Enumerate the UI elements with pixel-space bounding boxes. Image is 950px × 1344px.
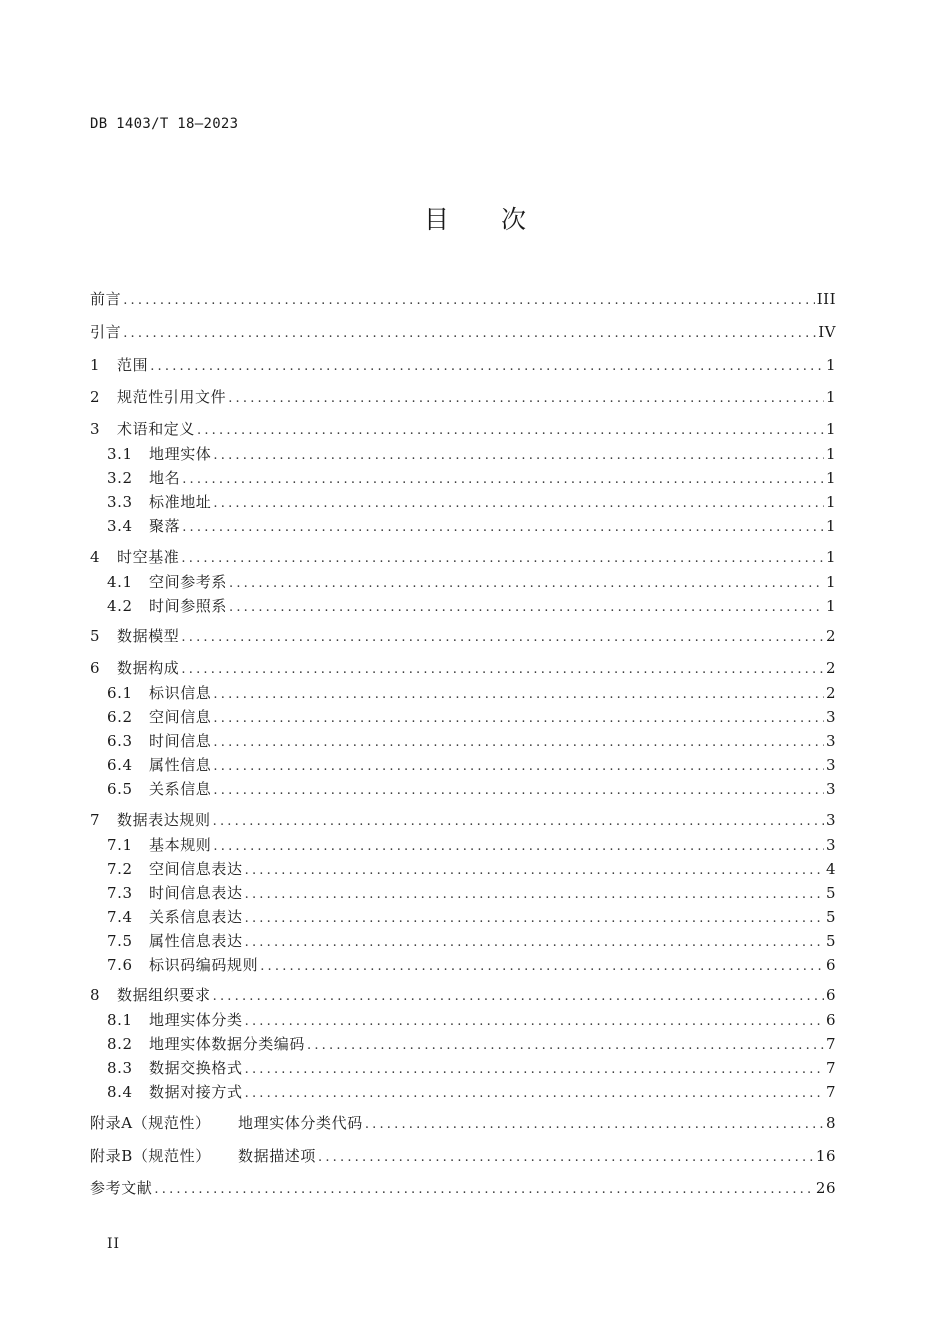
toc-leader-dots	[181, 551, 824, 566]
toc-entry-title: 范围	[117, 356, 149, 374]
toc-entry[interactable]	[107, 467, 836, 489]
page-number: II	[107, 1236, 121, 1252]
toc-entry[interactable]	[107, 954, 836, 976]
toc-entry-title: 基本规则	[149, 836, 212, 854]
toc-leader-dots	[365, 1117, 824, 1132]
toc-entry-page: 2	[825, 627, 836, 645]
toc-entry-page: 1	[825, 548, 836, 566]
toc-leader-dots	[123, 293, 815, 308]
toc-entry-title: 属性信息	[149, 756, 212, 774]
toc-entry-page: 3	[825, 708, 836, 726]
toc-leader-dots	[229, 600, 824, 615]
toc-entry-number: 7.4	[107, 908, 133, 926]
toc-entry-title: 数据模型	[117, 627, 180, 645]
toc-entry-number: 8.3	[107, 1059, 133, 1077]
toc-entry-number: 4.2	[107, 597, 133, 615]
toc-leader-dots	[181, 630, 824, 645]
toc-leader-dots	[182, 520, 824, 535]
toc-entry-number: 1	[90, 356, 101, 374]
toc-entry-number: 7.3	[107, 884, 133, 902]
toc-entry-number: 6.2	[107, 708, 133, 726]
toc-entry-title: 地理实体分类代码	[238, 1114, 363, 1132]
title-char-left: 目	[423, 205, 449, 234]
toc-entry-page: 4	[825, 860, 836, 878]
toc-leader-dots	[228, 391, 824, 406]
toc-entry-title: 时空基准	[117, 548, 180, 566]
toc-entry-number: 4.1	[107, 573, 133, 591]
toc-entry-page: 5	[825, 908, 836, 926]
toc-entry-title: 空间参考系	[149, 573, 228, 591]
toc-entry-number: 6.5	[107, 780, 133, 798]
toc-leader-dots	[213, 783, 824, 798]
toc-entry[interactable]	[107, 571, 836, 593]
toc-entry-title: 术语和定义	[117, 420, 196, 438]
toc-entry-title: 数据构成	[117, 659, 180, 677]
toc-entry[interactable]	[90, 625, 836, 647]
toc-entry-number: 7.6	[107, 956, 133, 974]
toc-entry-page: 16	[815, 1147, 836, 1165]
toc-entry-title: 参考文献	[90, 1179, 153, 1197]
toc-leader-dots	[245, 911, 824, 926]
toc-entry-number: 6.3	[107, 732, 133, 750]
toc-leader-dots	[213, 989, 824, 1004]
toc-entry-number: 附录B（规范性）	[90, 1147, 211, 1165]
toc-entry[interactable]	[107, 491, 836, 513]
toc-entry[interactable]	[90, 354, 836, 376]
toc-leader-dots	[245, 935, 824, 950]
toc-entry[interactable]	[90, 288, 836, 310]
toc-entry-page: 3	[825, 756, 836, 774]
toc-entry[interactable]	[107, 443, 836, 465]
toc-entry-page: 7	[825, 1083, 836, 1101]
toc-leader-dots	[154, 1182, 814, 1197]
toc-entry[interactable]	[107, 730, 836, 752]
toc-entry-number: 8.4	[107, 1083, 133, 1101]
toc-entry-title: 地名	[149, 469, 181, 487]
toc-entry-title: 地理实体数据分类编码	[149, 1035, 306, 1053]
toc-entry-number: 3	[90, 420, 101, 438]
toc-entry-title: 标识信息	[149, 684, 212, 702]
toc-entry-title: 数据对接方式	[149, 1083, 243, 1101]
toc-entry-page: 1	[825, 420, 836, 438]
toc-entry-title: 时间信息	[149, 732, 212, 750]
toc-entry-number: 2	[90, 388, 101, 406]
toc-entry-title: 规范性引用文件	[117, 388, 227, 406]
toc-leader-dots	[318, 1150, 814, 1165]
toc-leader-dots	[213, 814, 824, 829]
toc-leader-dots	[245, 887, 824, 902]
toc-entry-title: 数据组织要求	[117, 986, 211, 1004]
toc-leader-dots	[260, 959, 824, 974]
toc-leader-dots	[245, 1014, 824, 1029]
toc-entry[interactable]	[107, 706, 836, 728]
toc-entry-page: 7	[825, 1035, 836, 1053]
toc-entry[interactable]	[107, 778, 836, 800]
toc-entry-page: 6	[825, 986, 836, 1004]
toc-entry-title: 空间信息表达	[149, 860, 243, 878]
toc-leader-dots	[245, 863, 824, 878]
toc-entry-title: 地理实体	[149, 445, 212, 463]
toc-entry-title: 空间信息	[149, 708, 212, 726]
toc-leader-dots	[213, 496, 824, 511]
toc-leader-dots	[245, 1062, 824, 1077]
toc-entry[interactable]	[90, 1177, 836, 1199]
toc-entry-number: 8.2	[107, 1035, 133, 1053]
toc-entry-number: 7.2	[107, 860, 133, 878]
toc-entry-page: IV	[818, 323, 836, 341]
toc-entry-title: 数据描述项	[238, 1147, 317, 1165]
toc-entry[interactable]	[107, 930, 836, 952]
toc-entry-page: 1	[825, 445, 836, 463]
document-code: DB 1403/T 18—2023	[90, 116, 239, 132]
toc-entry[interactable]	[107, 834, 836, 856]
toc-entry-page: 1	[825, 388, 836, 406]
toc-entry[interactable]	[90, 1145, 836, 1167]
toc-entry[interactable]	[107, 682, 836, 704]
toc-entry-title: 数据交换格式	[149, 1059, 243, 1077]
toc-entry-number: 6.1	[107, 684, 133, 702]
toc-leader-dots	[213, 735, 824, 750]
toc-entry-number: 8.1	[107, 1011, 133, 1029]
toc-entry-title: 关系信息表达	[149, 908, 243, 926]
toc-entry-number: 4	[90, 548, 101, 566]
toc-entry[interactable]	[90, 418, 836, 440]
toc-leader-dots	[213, 711, 824, 726]
toc-leader-dots	[150, 359, 824, 374]
toc-entry-page: 2	[825, 684, 836, 702]
toc-entry-title: 时间参照系	[149, 597, 228, 615]
toc-entry-page: 26	[815, 1179, 836, 1197]
toc-entry-title: 聚落	[149, 517, 181, 535]
toc-entry-number: 3.2	[107, 469, 133, 487]
toc-entry-page: III	[816, 290, 836, 308]
toc-entry[interactable]	[107, 754, 836, 776]
toc-entry-number: 7.1	[107, 836, 133, 854]
toc-entry-page: 3	[825, 811, 836, 829]
toc-entry-number: 3.4	[107, 517, 133, 535]
toc-entry-page: 1	[825, 573, 836, 591]
toc-leader-dots	[229, 576, 824, 591]
toc-entry[interactable]	[107, 882, 836, 904]
toc-entry[interactable]	[107, 1081, 836, 1103]
toc-entry-page: 1	[825, 493, 836, 511]
toc-entry-page: 3	[825, 836, 836, 854]
toc-entry-page: 3	[825, 732, 836, 750]
toc-leader-dots	[182, 472, 824, 487]
toc-entry-number: 3.3	[107, 493, 133, 511]
toc-entry-title: 地理实体分类	[149, 1011, 243, 1029]
toc-entry-page: 1	[825, 469, 836, 487]
toc-entry-page: 5	[825, 932, 836, 950]
toc-entry-page: 6	[825, 1011, 836, 1029]
toc-leader-dots	[123, 326, 816, 341]
toc-entry-page: 1	[825, 356, 836, 374]
toc-entry-title: 标准地址	[149, 493, 212, 511]
toc-entry[interactable]	[107, 1057, 836, 1079]
toc-leader-dots	[181, 662, 824, 677]
toc-entry[interactable]	[107, 906, 836, 928]
toc-entry[interactable]	[107, 1009, 836, 1031]
toc-entry-title: 数据表达规则	[117, 811, 211, 829]
toc-entry[interactable]	[107, 858, 836, 880]
toc-entry[interactable]	[90, 546, 836, 568]
toc-leader-dots	[213, 759, 824, 774]
toc-entry-title: 引言	[90, 323, 122, 341]
toc-entry-page: 1	[825, 517, 836, 535]
toc-leader-dots	[245, 1086, 824, 1101]
toc-entry-page: 1	[825, 597, 836, 615]
toc-entry[interactable]	[107, 515, 836, 537]
toc-entry[interactable]	[90, 657, 836, 679]
toc-entry-title: 时间信息表达	[149, 884, 243, 902]
toc-entry-number: 3.1	[107, 445, 133, 463]
toc-entry-number: 6.4	[107, 756, 133, 774]
toc-entry-page: 7	[825, 1059, 836, 1077]
toc-entry-number: 5	[90, 627, 101, 645]
toc-entry[interactable]	[90, 1112, 836, 1134]
toc-entry[interactable]	[90, 984, 836, 1006]
toc-entry[interactable]	[90, 809, 836, 831]
toc-entry-page: 6	[825, 956, 836, 974]
toc-entry-page: 2	[825, 659, 836, 677]
toc-entry-page: 5	[825, 884, 836, 902]
toc-entry-number: 7	[90, 811, 101, 829]
toc-leader-dots	[307, 1038, 824, 1053]
title-char-right: 次	[501, 205, 527, 234]
toc-entry-number: 附录A（规范性）	[90, 1114, 211, 1132]
toc-entry-title: 属性信息表达	[149, 932, 243, 950]
page-title	[0, 200, 950, 236]
toc-entry-number: 6	[90, 659, 101, 677]
toc-leader-dots	[213, 687, 824, 702]
toc-leader-dots	[213, 839, 824, 854]
toc-entry-number: 8	[90, 986, 101, 1004]
toc-entry-title: 前言	[90, 290, 122, 308]
toc-entry-page: 3	[825, 780, 836, 798]
toc-entry-number: 7.5	[107, 932, 133, 950]
toc-entry[interactable]	[90, 321, 836, 343]
toc-leader-dots	[213, 448, 824, 463]
toc-entry[interactable]	[90, 386, 836, 408]
toc-entry-title: 标识码编码规则	[149, 956, 259, 974]
toc-entry[interactable]	[107, 1033, 836, 1055]
toc-entry-title: 关系信息	[149, 780, 212, 798]
toc-leader-dots	[197, 423, 824, 438]
toc-entry-page: 8	[825, 1114, 836, 1132]
toc-entry[interactable]	[107, 595, 836, 617]
